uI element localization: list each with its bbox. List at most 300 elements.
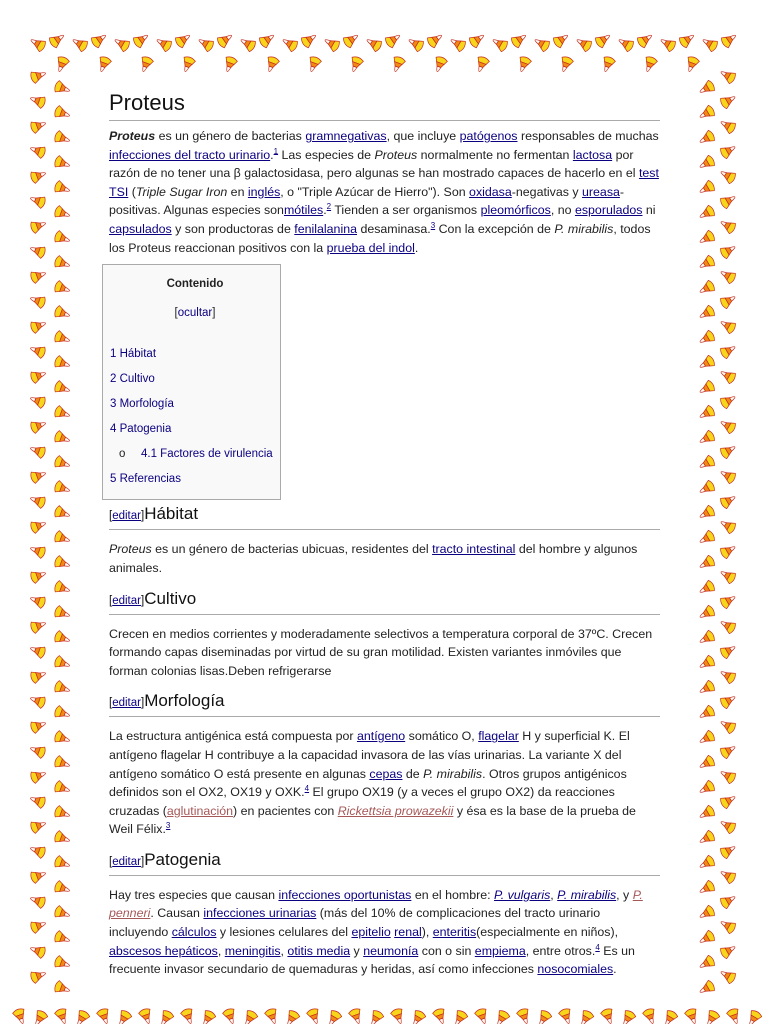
candy-corn-icon — [283, 1009, 301, 1024]
article — [109, 88, 660, 979]
morfologia-paragraph: La estructura antigénica está compuesta por antígeno somático O, flagelar H y superficial K. El antígeno flagelar H contribuye a la capacidad invasora de las vías urinarias. La variante X del antígeno somático O está presente en algunas cepas de P. mirabilis. Otros grupos antigénicos definidos son el OX2, OX19 y OXK.$^4$ El grupo OX19 (y a veces el grupo OX2) da reacciones cruzadas (aglutinación) en pacientes con Rickettsia prowazekii y ésa es la base de la prueba de Weil Félix.$^3$ — [109, 729, 636, 837]
candy-corn-icon — [12, 1007, 28, 1024]
table-of-contents — [102, 264, 281, 500]
candy-corn-icon — [409, 1009, 427, 1024]
candy-corn-icon — [53, 905, 71, 921]
edit-link[interactable]: editar — [112, 594, 141, 607]
ref-3[interactable]: 3 — [430, 220, 436, 230]
link-motiles[interactable]: mótiles — [283, 203, 324, 218]
edit-section: [editar] — [109, 855, 145, 868]
candy-corn-icon — [364, 35, 383, 53]
candy-corn-icon — [31, 1009, 49, 1024]
candy-corn-icon — [53, 655, 71, 671]
candy-corn-icon — [697, 304, 716, 322]
candy-corn-icon — [28, 843, 46, 859]
candy-corn-icon — [697, 829, 716, 847]
candy-corn-icon — [29, 318, 47, 334]
candy-corn-icon — [697, 254, 716, 272]
habitat-paragraph: Proteus es un género de bacterias ubicuas, residentes del tracto intestinal del hombre y algunos animales. — [109, 542, 638, 575]
candy-corn-icon — [684, 55, 700, 73]
candy-corn-icon — [718, 267, 737, 285]
candy-corn-icon — [697, 529, 716, 547]
link-p-mirabilis[interactable]: P. mirabilis — [557, 887, 617, 902]
candy-corn-icon — [490, 35, 509, 53]
link-oxidasa[interactable]: oxidasa — [469, 184, 512, 199]
link-tracto-intestinal[interactable]: tracto intestinal — [432, 542, 516, 557]
candy-corn-icon — [367, 1009, 385, 1024]
candy-corn-icon — [719, 842, 738, 860]
candy-corn-icon — [697, 504, 716, 522]
candy-corn-icon — [718, 917, 737, 935]
candy-corn-icon — [697, 954, 716, 972]
candy-corn-icon — [53, 155, 71, 171]
candy-corn-icon — [28, 543, 46, 559]
candy-corn-icon — [719, 442, 738, 460]
candy-corn-icon — [532, 35, 551, 53]
ref-3[interactable]: 3 — [165, 821, 171, 831]
candy-corn-icon — [697, 204, 716, 222]
link-abscesos-hepaticos[interactable]: abscesos hepáticos — [109, 943, 218, 958]
toc-link-habitat[interactable]: 1 Hábitat — [110, 348, 157, 361]
toc-item — [110, 417, 280, 442]
candy-corn-icon — [222, 55, 238, 73]
candy-corn-icon — [29, 968, 47, 984]
candy-corn-icon — [29, 918, 47, 934]
candy-corn-icon — [493, 1009, 511, 1024]
candy-corn-icon — [28, 793, 46, 809]
candy-corn-icon — [48, 30, 67, 48]
candy-corn-icon — [29, 368, 47, 384]
candy-corn-icon — [348, 1007, 364, 1024]
candy-corn-icon — [718, 817, 737, 835]
link-otitis-media[interactable]: otitis media — [287, 943, 351, 958]
edit-section: [editar] — [109, 510, 145, 523]
candy-corn-icon — [53, 555, 71, 571]
candy-corn-icon — [697, 404, 716, 422]
candy-corn-icon — [264, 55, 280, 73]
link-cepas[interactable]: cepas — [369, 766, 403, 781]
candy-corn-icon — [697, 279, 716, 297]
candy-corn-icon — [697, 104, 716, 122]
ref-4[interactable]: 4 — [595, 942, 600, 952]
candy-corn-icon — [697, 379, 716, 397]
candy-corn-icon — [238, 35, 257, 53]
candy-corn-icon — [558, 55, 574, 73]
candy-corn-icon — [600, 55, 616, 73]
link-calculos[interactable]: cálculos — [171, 925, 217, 940]
candy-corn-icon — [697, 129, 716, 147]
candy-corn-icon — [53, 605, 71, 621]
candy-corn-icon — [53, 630, 71, 646]
candy-corn-icon — [697, 329, 716, 347]
candy-corn-icon — [719, 892, 738, 910]
candy-corn-icon — [53, 480, 71, 496]
candy-corn-icon — [384, 30, 403, 48]
candy-corn-icon — [697, 454, 716, 472]
link-p-vulgaris[interactable]: P. vulgaris — [494, 887, 551, 902]
candy-corn-icon — [28, 943, 46, 959]
toc-item — [110, 342, 280, 367]
toc-item — [110, 392, 280, 417]
candy-corn-icon — [726, 1007, 742, 1024]
candy-corn-icon — [29, 618, 47, 634]
candy-corn-icon — [697, 654, 716, 672]
candy-corn-icon — [53, 255, 71, 271]
candy-corn-icon — [96, 1007, 112, 1024]
link-enteritis[interactable]: enteritis — [432, 925, 477, 940]
toc-item — [110, 367, 280, 392]
page-title: Proteus — [109, 88, 660, 121]
link-capsulados[interactable]: capsulados — [109, 221, 172, 236]
candy-corn-icon — [719, 492, 738, 510]
candy-corn-icon — [53, 405, 71, 421]
link-esporulados[interactable]: esporulados — [574, 203, 643, 218]
toc-subitem — [110, 442, 280, 467]
candy-corn-icon — [697, 154, 716, 172]
candy-corn-icon — [718, 117, 737, 135]
ref-1[interactable]: 1 — [273, 146, 279, 156]
candy-corn-icon — [448, 35, 467, 53]
toc-link-cultivo[interactable]: 2 Cultivo — [110, 373, 155, 386]
candy-corn-icon — [577, 1009, 595, 1024]
candy-corn-icon — [719, 942, 738, 960]
link-nosocomiales[interactable]: nosocomiales — [537, 962, 614, 977]
candy-corn-icon — [451, 1009, 469, 1024]
candy-corn-icon — [718, 367, 737, 385]
toc-hide-link[interactable]: ocultar — [177, 306, 213, 319]
candy-corn-icon — [222, 1007, 238, 1024]
link-infecciones-urinarias[interactable]: infecciones urinarias — [203, 906, 317, 921]
candy-corn-icon — [697, 179, 716, 197]
candy-corn-icon — [719, 242, 738, 260]
candy-corn-icon — [718, 717, 737, 735]
candy-corn-icon — [29, 118, 47, 134]
candy-corn-icon — [29, 568, 47, 584]
candy-corn-icon — [594, 30, 613, 48]
candy-corn-icon — [697, 679, 716, 697]
candy-corn-icon — [54, 1007, 70, 1024]
candy-corn-icon — [53, 380, 71, 396]
edit-section: [editar] — [109, 594, 145, 607]
candy-corn-icon — [53, 330, 71, 346]
link-pleomorficos[interactable]: pleomórficos — [480, 203, 551, 218]
candy-corn-icon — [53, 80, 71, 96]
candy-corn-icon — [474, 55, 490, 73]
candy-corn-icon — [258, 30, 277, 48]
link-lactosa[interactable]: lactosa — [572, 147, 613, 162]
toc-toggle: [ocultar] — [174, 306, 216, 319]
candy-corn-icon — [96, 55, 112, 73]
candy-corn-icon — [280, 35, 299, 53]
candy-corn-icon — [28, 443, 46, 459]
candy-corn-icon — [29, 168, 47, 184]
toc-link-referencias[interactable]: 5 Referencias — [110, 473, 181, 486]
cultivo-paragraph: Crecen en medios corrientes y moderadamente selectivos a temperatura corporal de 37ºC. Crecen formando capas diseminadas por virtud de su gran motilidad. Existen variantes inmóviles que forman colonias lisas.Deben refrigerarse — [109, 626, 653, 678]
candy-corn-icon — [348, 55, 364, 73]
candy-corn-icon — [718, 417, 737, 435]
candy-corn-icon — [342, 30, 361, 48]
toc-link-morfologia[interactable]: 3 Morfología — [110, 398, 174, 411]
candy-corn-icon — [28, 693, 46, 709]
candy-corn-icon — [199, 1009, 217, 1024]
candy-corn-icon — [718, 667, 737, 685]
candy-corn-icon — [29, 818, 47, 834]
candy-corn-icon — [558, 1007, 574, 1024]
link-ureasa[interactable]: ureasa — [582, 184, 620, 199]
link-renal[interactable]: renal — [394, 925, 422, 940]
candy-corn-icon — [719, 292, 738, 310]
candy-corn-icon — [516, 1007, 532, 1024]
candy-corn-icon — [28, 643, 46, 659]
candy-corn-icon — [718, 767, 737, 785]
candy-corn-icon — [53, 880, 71, 896]
candy-corn-icon — [718, 317, 737, 335]
candy-corn-icon — [426, 30, 445, 48]
link-aglutinacion[interactable]: aglutinación — [166, 803, 233, 818]
candy-corn-icon — [180, 55, 196, 73]
candy-corn-icon — [300, 30, 319, 48]
candy-corn-icon — [390, 55, 406, 73]
candy-corn-icon — [90, 30, 109, 48]
candy-corn-icon — [718, 467, 737, 485]
candy-corn-icon — [53, 280, 71, 296]
candy-corn-icon — [697, 629, 716, 647]
candy-corn-icon — [306, 55, 322, 73]
candy-corn-icon — [28, 193, 46, 209]
candy-corn-icon — [53, 755, 71, 771]
candy-corn-icon — [636, 30, 655, 48]
link-fenilalanina[interactable]: fenilalanina — [294, 221, 357, 236]
candy-corn-icon — [720, 30, 739, 48]
candy-corn-icon — [28, 293, 46, 309]
candy-corn-icon — [718, 967, 737, 985]
candy-corn-icon — [322, 35, 341, 53]
candy-corn-icon — [678, 30, 697, 48]
candy-corn-icon — [29, 668, 47, 684]
candy-corn-icon — [697, 879, 716, 897]
candy-corn-icon — [138, 1007, 154, 1024]
candy-corn-icon — [53, 105, 71, 121]
link-patogenos[interactable]: patógenos — [459, 129, 518, 143]
candy-corn-icon — [28, 593, 46, 609]
candy-corn-icon — [703, 1009, 721, 1024]
link-test-tsi[interactable]: test TSI — [109, 166, 659, 199]
toc-item — [110, 467, 280, 492]
candy-corn-icon — [29, 468, 47, 484]
candy-corn-icon — [718, 517, 737, 535]
candy-corn-icon — [432, 55, 448, 73]
candy-corn-icon — [28, 143, 46, 159]
candy-corn-icon — [719, 592, 738, 610]
candy-corn-icon — [53, 930, 71, 946]
candy-corn-icon — [697, 704, 716, 722]
candy-corn-icon — [112, 35, 131, 53]
candy-corn-icon — [53, 955, 71, 971]
candy-corn-icon — [719, 342, 738, 360]
candy-corn-icon — [718, 67, 737, 85]
link-ingles[interactable]: inglés — [247, 184, 281, 199]
edit-link[interactable]: editar — [112, 855, 141, 868]
candy-corn-icon — [719, 742, 738, 760]
candy-corn-icon — [697, 929, 716, 947]
candy-corn-icon — [474, 1007, 490, 1024]
candy-corn-icon — [697, 979, 716, 997]
link-empiema[interactable]: empiema — [474, 943, 526, 958]
candy-corn-icon — [28, 35, 47, 53]
candy-corn-icon — [241, 1009, 259, 1024]
toc-title: Contenido — [166, 278, 224, 291]
candy-corn-icon — [697, 354, 716, 372]
candy-corn-icon — [700, 35, 719, 53]
candy-corn-icon — [697, 479, 716, 497]
ref-2[interactable]: 2 — [326, 202, 332, 212]
candy-corn-icon — [510, 30, 529, 48]
candy-corn-icon — [53, 355, 71, 371]
link-gramnegativas[interactable]: gramnegativas — [305, 129, 387, 143]
candy-corn-icon — [432, 1007, 448, 1024]
candy-corn-icon — [70, 35, 89, 53]
candy-corn-icon — [325, 1009, 343, 1024]
candy-corn-icon — [28, 743, 46, 759]
toc-list — [110, 342, 280, 492]
edit-link[interactable]: editar — [112, 510, 141, 523]
candy-corn-icon — [216, 30, 235, 48]
candy-corn-icon — [53, 130, 71, 146]
candy-corn-icon — [697, 904, 716, 922]
candy-corn-icon — [600, 1007, 616, 1024]
candy-corn-icon — [29, 718, 47, 734]
candy-corn-icon — [642, 1007, 658, 1024]
candy-corn-icon — [697, 579, 716, 597]
candy-corn-icon — [28, 343, 46, 359]
candy-corn-icon — [552, 30, 571, 48]
link-infecciones-oportunistas[interactable]: infecciones oportunistas — [278, 887, 412, 902]
candy-corn-icon — [406, 35, 425, 53]
candy-corn-icon — [53, 780, 71, 796]
candy-corn-icon — [697, 429, 716, 447]
candy-corn-icon — [719, 642, 738, 660]
candy-corn-icon — [719, 192, 738, 210]
candy-corn-icon — [174, 30, 193, 48]
candy-corn-icon — [196, 35, 215, 53]
candy-corn-icon — [115, 1009, 133, 1024]
candy-corn-icon — [154, 35, 173, 53]
candy-corn-icon — [53, 205, 71, 221]
candy-corn-icon — [616, 35, 635, 53]
candy-corn-icon — [73, 1009, 91, 1024]
candy-corn-icon — [264, 1007, 280, 1024]
section-heading-patogenia: [editar]Patogenia — [109, 848, 660, 876]
candy-corn-icon — [745, 1009, 763, 1024]
edit-link[interactable]: editar — [112, 697, 141, 710]
candy-corn-icon — [157, 1009, 175, 1024]
link-antigeno[interactable]: antígeno — [356, 729, 406, 744]
candy-corn-icon — [697, 554, 716, 572]
candy-corn-icon — [28, 493, 46, 509]
candy-corn-icon — [718, 867, 737, 885]
link-epitelio[interactable]: epitelio — [351, 925, 391, 940]
candy-corn-icon — [53, 730, 71, 746]
candy-corn-icon — [53, 830, 71, 846]
toc-link-factores-virulencia[interactable]: 4.1 Factores de virulencia — [141, 448, 273, 461]
candy-corn-icon — [718, 167, 737, 185]
candy-corn-icon — [619, 1009, 637, 1024]
candy-corn-icon — [574, 35, 593, 53]
candy-corn-icon — [719, 92, 738, 110]
candy-corn-icon — [306, 1007, 322, 1024]
candy-corn-icon — [661, 1009, 679, 1024]
section-heading-cultivo: [editar]Cultivo — [109, 587, 660, 615]
candy-corn-icon — [718, 567, 737, 585]
candy-corn-icon — [468, 30, 487, 48]
ref-4[interactable]: 4 — [304, 783, 310, 793]
candy-corn-icon — [719, 792, 738, 810]
candy-corn-icon — [719, 692, 738, 710]
toc-link-patogenia[interactable]: 4 Patogenia — [110, 423, 172, 436]
candy-corn-icon — [54, 55, 70, 73]
candy-corn-icon — [697, 779, 716, 797]
candy-corn-icon — [29, 418, 47, 434]
candy-corn-icon — [658, 35, 677, 53]
candy-corn-icon — [29, 868, 47, 884]
section-heading-habitat: [editar]Hábitat — [109, 502, 660, 530]
candy-corn-icon — [697, 754, 716, 772]
candy-corn-icon — [718, 617, 737, 635]
link-p-penneri[interactable]: P. penneri — [109, 887, 643, 921]
candy-corn-icon — [53, 805, 71, 821]
link-prueba-del-indol[interactable]: prueba del indol — [326, 240, 415, 255]
candy-corn-icon — [53, 580, 71, 596]
candy-corn-icon — [29, 68, 47, 84]
link-flagelar[interactable]: flagelar — [478, 729, 519, 744]
candy-corn-icon — [28, 93, 46, 109]
candy-corn-icon — [53, 505, 71, 521]
link-infecciones-tracto-urinario[interactable]: infecciones del tracto urinario — [109, 147, 271, 162]
candy-corn-icon — [29, 268, 47, 284]
candy-corn-icon — [642, 55, 658, 73]
candy-corn-icon — [535, 1009, 553, 1024]
candy-corn-icon — [697, 604, 716, 622]
link-rickettsia-prowazekii[interactable]: Rickettsia prowazekii — [337, 803, 454, 818]
candy-corn-icon — [28, 893, 46, 909]
patogenia-paragraph: Hay tres especies que causan infecciones oportunistas en el hombre: P. vulgaris, P. mirabilis, y P. penneri. Causan infecciones urinarias (más del 10% de complicaciones del tracto urinario incluyendo cálculos y lesiones celulares del epitelio renal), enteritis(especialmente en niños), abscesos hepáticos, meningitis, otitis media y neumonía con o sin empiema, entre otros.$^4$ Es un frecuente invasor secundario de quemaduras y heridas, así como infecciones nosocomiales. — [109, 887, 643, 977]
candy-corn-icon — [719, 542, 738, 560]
candy-corn-icon — [29, 218, 47, 234]
candy-corn-icon — [53, 855, 71, 871]
candy-corn-icon — [53, 455, 71, 471]
section-heading-morfologia: [editar]Morfología — [109, 689, 660, 717]
candy-corn-icon — [684, 1007, 700, 1024]
candy-corn-icon — [180, 1007, 196, 1024]
link-neumonia[interactable]: neumonía — [363, 943, 419, 958]
candy-corn-icon — [132, 30, 151, 48]
candy-corn-icon — [53, 305, 71, 321]
candy-corn-icon — [53, 705, 71, 721]
candy-corn-icon — [697, 79, 716, 97]
candy-corn-icon — [53, 680, 71, 696]
link-meningitis[interactable]: meningitis — [224, 943, 281, 958]
candy-corn-icon — [697, 729, 716, 747]
intro-paragraph: Proteus es un género de bacterias gramnegativas, que incluye patógenos responsables de muchas infecciones del tracto urinario.$^1$ Las especies de Proteus normalmente no fermentan lactosa por razón de no tener una β galactosidasa, pero algunas se han mostrado capaces de hacerlo en el test TSI (Triple Sugar Iron en inglés, o "Triple Azúcar de Hierro"). Son oxidasa-negativas y ureasa-positivas. Algunas especies sonmótiles.$^2$ Tienden a ser organismos pleomórficos, no esporulados ni capsulados y son productoras de fenilalanina desaminasa.$^3$ Con la excepción de P. mirabilis, todos los Proteus reaccionan positivos con la prueba del indol. — [109, 129, 659, 255]
candy-corn-icon — [697, 229, 716, 247]
candy-corn-icon — [719, 392, 738, 410]
candy-corn-icon — [53, 180, 71, 196]
candy-corn-icon — [29, 768, 47, 784]
candy-corn-icon — [390, 1007, 406, 1024]
candy-corn-icon — [138, 55, 154, 73]
candy-corn-icon — [53, 530, 71, 546]
candy-corn-icon — [697, 804, 716, 822]
